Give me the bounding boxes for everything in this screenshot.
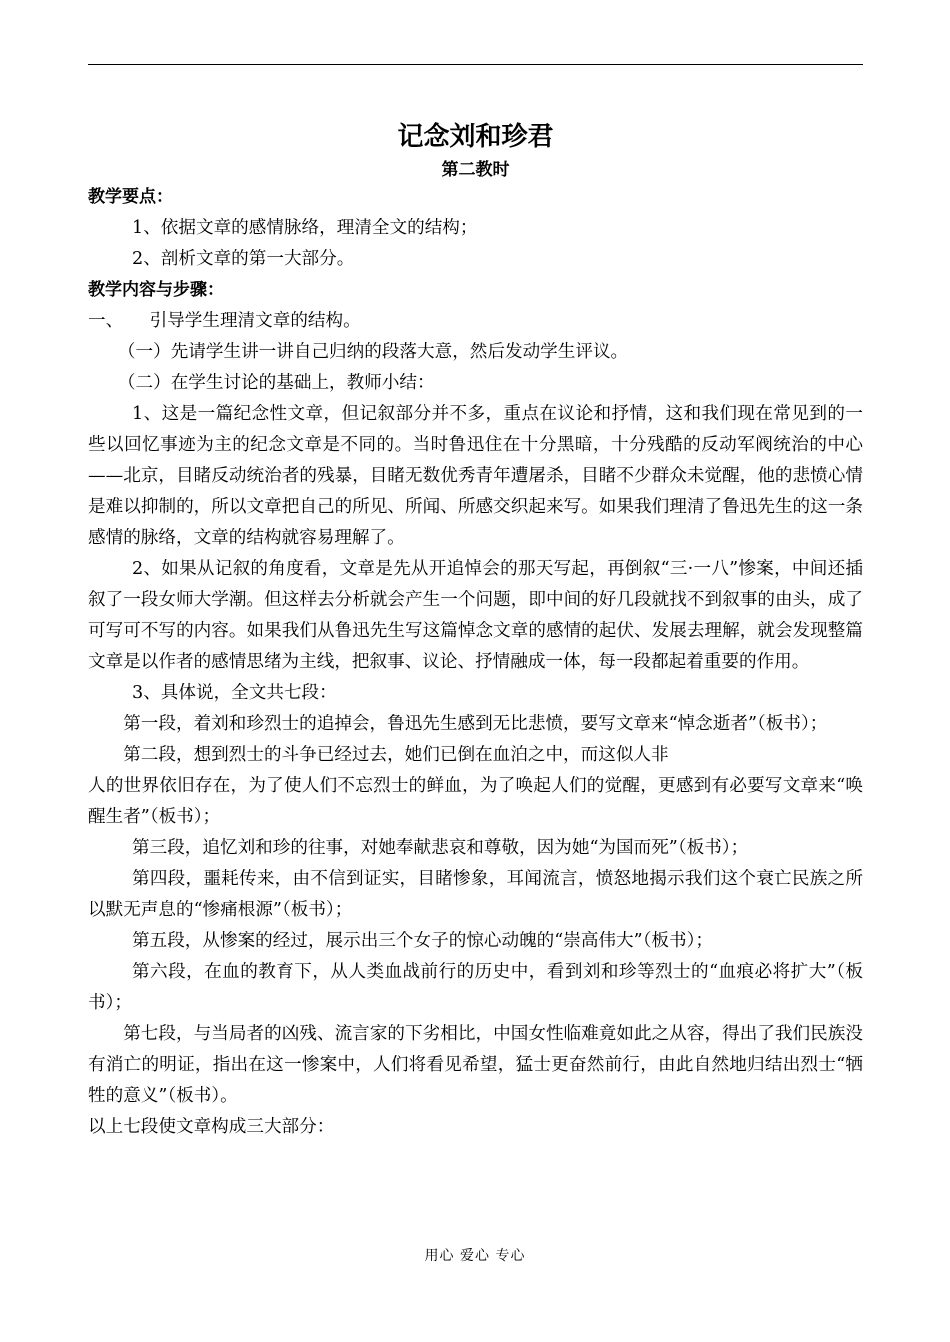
sub-step-one: （一）先请学生讲一讲自己归纳的段落大意，然后发动学生评议。 <box>117 342 629 362</box>
paragraph-7-summary: 第七段，与当局者的凶残、流言家的下劣相比，中国女性临难竟如此之从容，得出了我们民族没有消亡的明证，指出在这一惨案中，人们将看见希望，猛士更奋然前行，由此自然地归结出烈士“牺牲的意义”（板书）。 <box>88 1024 863 1106</box>
paragraph-4-summary: 第四段，噩耗传来，由不信到证实，目睹惨象，耳闻流言，愤怒地揭示我们这个衰亡民族之所以默无声息的“惨痛根源”（板书）； <box>88 869 863 920</box>
key-points-heading: 教学要点： <box>88 187 173 207</box>
page-footer: 用心 爱心 专心 <box>424 1248 526 1264</box>
step-one: 一、 引导学生理清文章的结构。 <box>88 311 361 331</box>
paragraph-3-summary: 第三段，追忆刘和珍的往事，对她奉献悲哀和尊敬，因为她“为国而死”（板书）； <box>132 838 749 858</box>
key-point-2: 2、剖析文章的第一大部分。 <box>132 249 355 269</box>
paragraph-2-summary-rest: 人的世界依旧存在，为了使人们不忘烈士的鲜血，为了唤起人们的觉醒，更感到有必要写文章来“唤醒生者”（板书）； <box>88 776 863 827</box>
paragraph-2-summary-line1: 第二段，想到烈士的斗争已经过去，她们已倒在血泊之中，而这似人非 <box>123 745 669 765</box>
header-rule <box>88 64 863 65</box>
summary-point-2: 2、如果从记叙的角度看，文章是先从开追悼会的那天写起，再倒叙“三·一八”惨案，中间还插叙了一段女师大学潮。但这样去分析就会产生一个问题，即中间的好几段就找不到叙事的由头，成了可写可不写的内容。如果我们从鲁迅先生写这篇悼念文章的感情的起伏、发展去理解，就会发现整篇文章是以作者的感情思绪为主线，把叙事、议论、抒情融成一体，每一段都起着重要的作用。 <box>88 559 863 672</box>
key-point-1: 1、依据文章的感情脉络，理清全文的结构； <box>132 218 478 238</box>
summary-point-3: 3、具体说，全文共七段： <box>132 683 337 703</box>
paragraph-1-summary: 第一段，着刘和珍烈士的追掉会，鲁迅先生感到无比悲愤，要写文章来“悼念逝者”（板书）； <box>123 714 828 734</box>
sub-step-two: （二）在学生讨论的基础上，教师小结： <box>117 373 435 393</box>
document-body <box>88 116 863 1143</box>
steps-heading: 教学内容与步骤： <box>88 280 224 300</box>
summary-point-1: 1、这是一篇纪念性文章，但记叙部分并不多，重点在议论和抒情，这和我们现在常见到的一些以回忆事迹为主的纪念文章是不同的。当时鲁迅住在十分黑暗，十分残酷的反动军阀统治的中心——北京，目睹反动统治者的残暴，目睹无数优秀青年遭屠杀，目睹不少群众未觉醒，他的悲愤心情是难以抑制的，所以文章把自己的所见、所闻、所感交织起来写。如果我们理清了鲁迅先生的这一条感情的脉络，文章的结构就容易理解了。 <box>88 404 863 548</box>
structure-summary: 以上七段使文章构成三大部分： <box>88 1117 335 1137</box>
paragraph-5-summary: 第五段，从惨案的经过，展示出三个女子的惊心动魄的“崇高伟大”（板书）； <box>132 931 713 951</box>
paragraph-6-summary: 第六段，在血的教育下，从人类血战前行的历史中，看到刘和珍等烈士的“血痕必将扩大”（板书）； <box>88 962 863 1013</box>
page-subtitle: 第二教时 <box>441 160 510 180</box>
page-title: 记念刘和珍君 <box>397 122 554 152</box>
